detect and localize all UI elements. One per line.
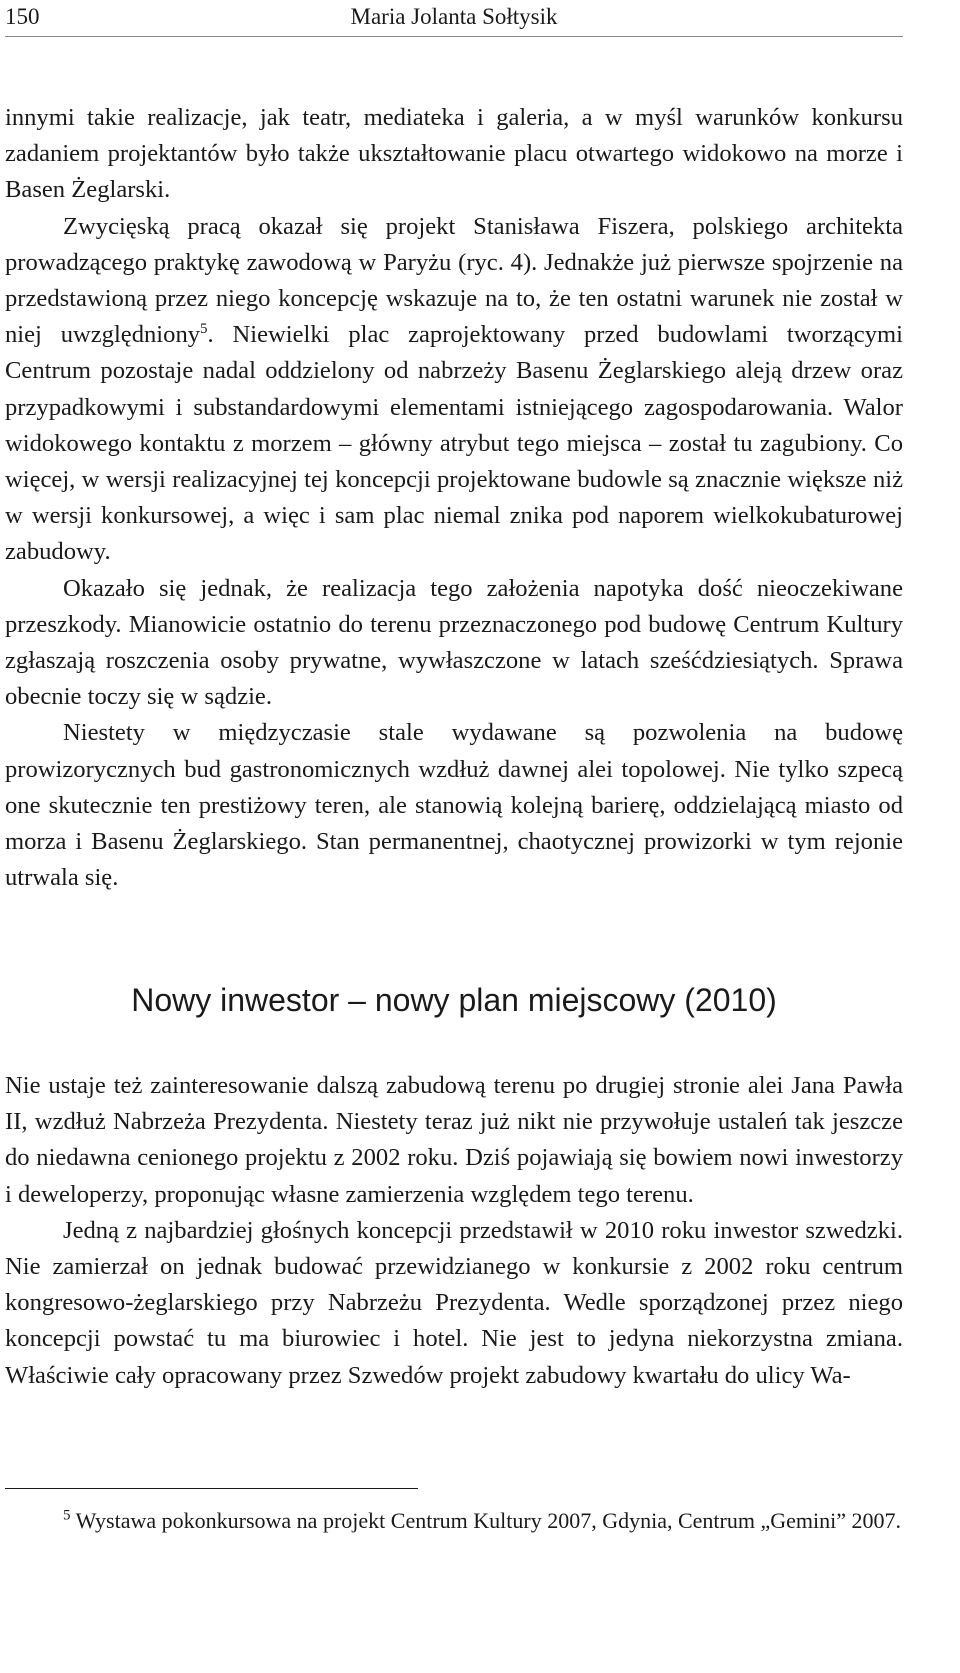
footnote-text: Wystawa pokonkursowa na projekt Centrum Kultury 2007, Gdynia, Centrum „Gemini” 2007.	[75, 1508, 901, 1533]
page-number: 150	[5, 4, 40, 29]
paragraph	[5, 209, 903, 571]
paragraph-text: Zwycięską pracą okazał się projekt Stanisława Fiszera, polskiego architekta prowadzącego praktykę zawodową w Paryżu (ryc. 4). Jednakże już pierwsze spojrzenie na przedstawioną przez niego koncepcję wskazuje na to, że ten ostatni warunek nie został w niej uwzględniony	[5, 212, 903, 349]
header-rule	[5, 36, 903, 37]
section-heading: Nowy inwestor – nowy plan miejscowy (2010)	[131, 982, 777, 1018]
paragraph: Okazało się jednak, że realizacja tego założenia napotyka dość nieoczekiwane przeszkody. Mianowicie ostatnio do terenu przeznaczonego pod budowę Centrum Kultury zgłaszają roszczenia osoby prywatne, wywłaszczone w latach sześćdziesiątych. Sprawa obecnie toczy się w sądzie.	[5, 574, 903, 711]
document-page	[5, 0, 903, 1673]
footnote-reference: 5	[200, 321, 208, 338]
paragraph: Jedną z najbardziej głośnych koncepcji przedstawił w 2010 roku inwestor szwedzki. Nie zamierzał on jednak budować przewidzianego w konkursie z 2002 roku centrum kongresowo-żeglarskiego przy Nabrzeżu Prezydenta. Wedle sporządzonej przez niego koncepcji powstać tu ma biurowiec i hotel. Nie jest to jedyna niekorzystna zmiana. Właściwie cały opracowany przez Szwedów projekt zabudowy kwartału do ulicy Wa-	[5, 1216, 903, 1389]
running-head-author: Maria Jolanta Sołtysik	[350, 4, 558, 29]
footnote-mark: 5	[63, 1507, 71, 1524]
body-text-upper	[5, 100, 903, 896]
footnote-mark-wrap	[5, 1508, 71, 1533]
body-text-lower	[5, 1068, 903, 1394]
paragraph-text-continued: . Niewielki plac zaprojektowany przed budowlami tworzącymi Centrum pozostaje nadal oddzielony od nabrzeży Basenu Żeglarskiego aleją drzew oraz przypadkowymi i substandardowymi elementami istniejącego zagospodarowania. Walor widokowego kontaktu z morzem – główny atrybut tego miejsca – został tu zagubiony. Co więcej, w wersji realizacyjnej tej koncepcji projektowane budowle są znacznie większe niż w wersji konkursowej, a więc i sam plac niemal znika pod naporem wielkokubaturowej zabudowy.	[5, 321, 903, 566]
paragraph: Nie ustaje też zainteresowanie dalszą zabudową terenu po drugiej stronie alei Jana Pawła II, wzdłuż Nabrzeża Prezydenta. Niestety teraz już nikt nie przywołuje ustaleń tak jeszcze do niedawna cenionego projektu z 2002 roku. Dziś pojawiają się bowiem nowi inwestorzy i deweloperzy, proponując własne zamierzenia względem tego terenu.	[5, 1072, 903, 1208]
paragraph: innymi takie realizacje, jak teatr, mediateka i galeria, a w myśl warunków konkursu zadaniem projektantów było także ukształtowanie placu otwartego widokowo na morze i Basen Żeglarski.	[5, 104, 903, 204]
paragraph: Niestety w międzyczasie stale wydawane są pozwolenia na budowę prowizorycznych bud gastronomicznych wzdłuż dawnej alei topolowej. Nie tylko szpecą one skutecznie ten prestiżowy teren, ale stanowią kolejną barierę, oddzielającą miasto od morza i Basenu Żeglarskiego. Stan permanentnej, chaotycznej prowizorki w tym rejonie utrwala się.	[5, 719, 903, 892]
footnote	[5, 1505, 903, 1537]
footnote-separator	[5, 1488, 418, 1489]
running-header	[5, 2, 903, 32]
